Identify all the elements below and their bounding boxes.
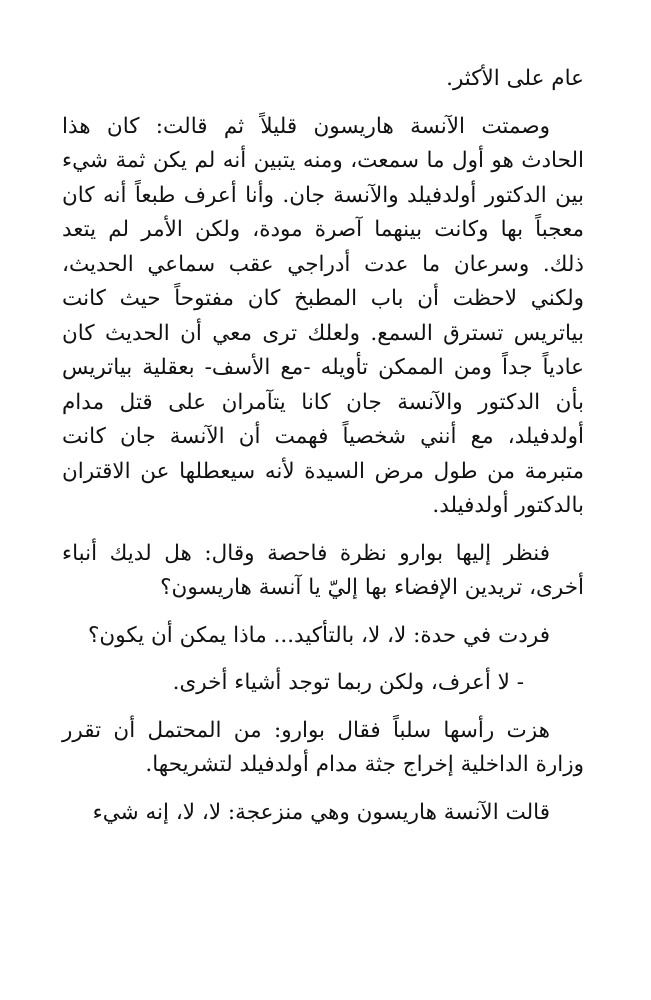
paragraph-6: هزت رأسها سلباً فقال بوارو: من المحتمل أن تقرر وزارة الداخلية إخراج جثة مدام أولدفيلد لتشريحها. bbox=[62, 717, 584, 777]
paragraph-1: عام على الأكثر. bbox=[446, 66, 584, 91]
paragraph-2: وصمتت الآنسة هاريسون قليلاً ثم قالت: كان هذا الحادث هو أول ما سمعت، ومنه يتبين أنه لم يكن ثمة شيء بين الدكتور أولدفيلد والآنسة جان. وأنا أعرف طبعاً أنه كان معجباً بها وكانت بينهما آصرة مودة، ولكن الأمر لم يتعد ذلك. وسرعان ما عدت أدراجي عقب سماعي الحديث، ولكني لاحظت أن باب المطبخ كان مفتوحاً حيث كانت بياتريس تسترق السمع. ولعلك ترى معي أن الحديث كان عادياً جداً ومن الممكن تأويله -مع الأسف- بعقلية بياتريس بأن الدكتور والآنسة جان كانا يتآمران على قتل مدام أولدفيلد، مع أنني شخصياً فهمت أن الآنسة جان كانت متبرمة من طول مرض السيدة لأنه سيعطلها عن الاقتران بالدكتور أولدفيلد. bbox=[62, 113, 584, 518]
paragraph-4: فردت في حدة: لا، لا، بالتأكيد... ماذا يمكن أن يكون؟ bbox=[88, 622, 550, 648]
paragraph-7: قالت الآنسة هاريسون وهي منزعجة: لا، لا، إنه شيء bbox=[92, 799, 550, 825]
paragraph-3: فنظر إليها بوارو نظرة فاحصة وقال: هل لديك أنباء أخرى، تريدين الإفضاء بها إليّ يا آنسة هاريسون؟ bbox=[62, 540, 584, 600]
paragraph-5: - لا أعرف، ولكن ربما توجد أشياء أخرى. bbox=[172, 670, 524, 695]
book-page bbox=[62, 62, 584, 843]
